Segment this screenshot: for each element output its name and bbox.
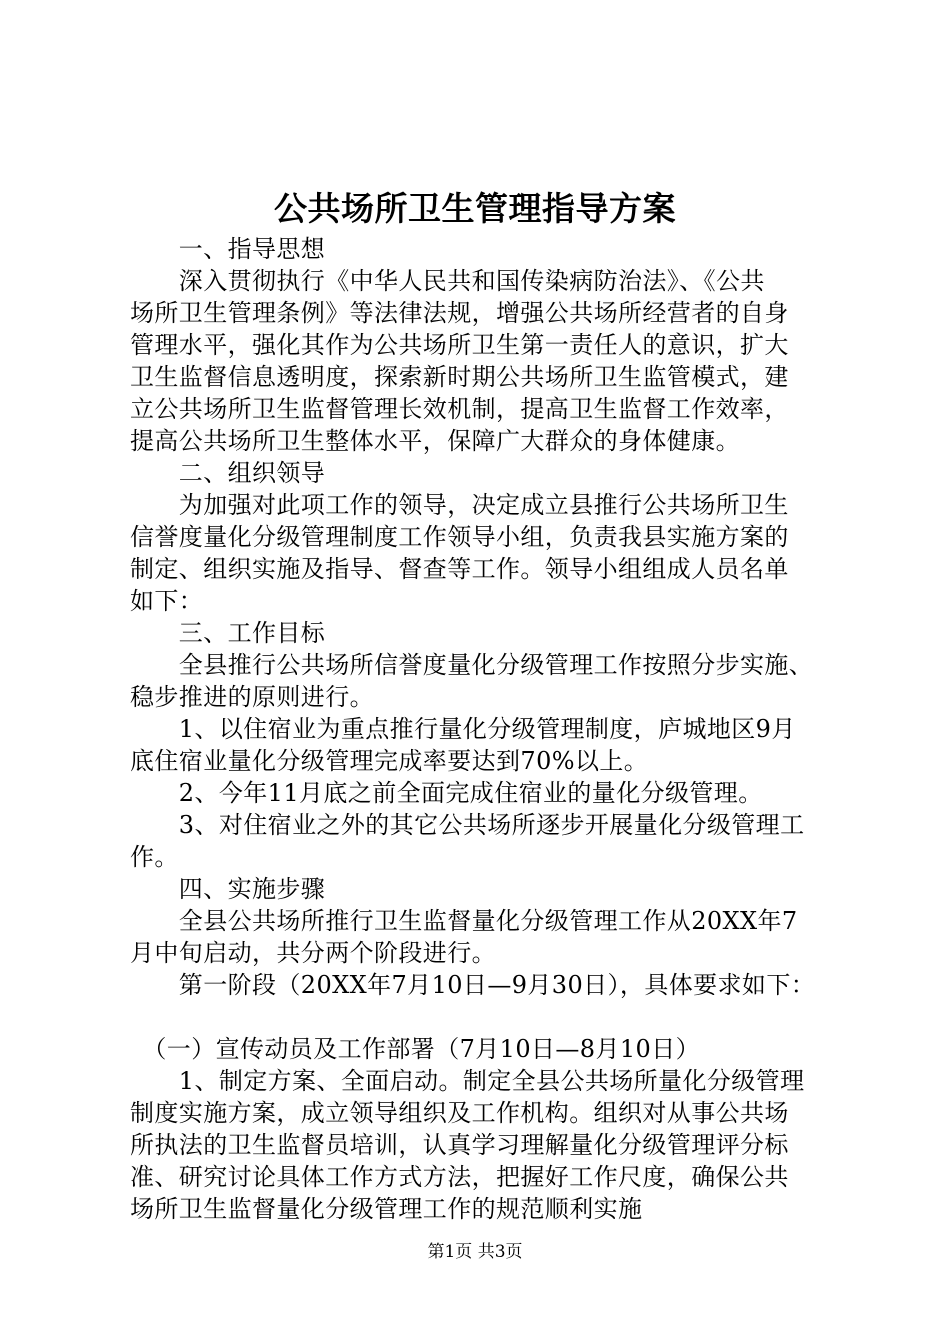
paragraph-line: 全县推行公共场所信誉度量化分级管理工作按照分步实施、 [130, 651, 814, 679]
paragraph-line: 如下： [130, 587, 204, 615]
paragraph-line: 场所卫生管理条例》等法律法规，增强公共场所经营者的自身 [130, 299, 789, 327]
paragraph-line: 第一阶段（20XX年7月10日—9月30日），具体要求如下： [130, 971, 816, 999]
heading-organization-leadership: 二、组织领导 [130, 459, 326, 487]
list-item-line: 作。 [130, 843, 179, 871]
list-item-line: 1、以住宿业为重点推行量化分级管理制度，庐城地区9月 [130, 715, 796, 743]
paragraph-line: 深入贯彻执行《中华人民共和国传染病防治法》、《公共 [130, 267, 765, 295]
heading-guiding-ideology: 一、指导思想 [130, 235, 326, 263]
paragraph-line: 稳步推进的原则进行。 [130, 683, 374, 711]
paragraph-line: 准、研究讨论具体工作方式方法，把握好工作尺度，确保公共 [130, 1163, 789, 1191]
list-item-line: 2、今年11月底之前全面完成住宿业的量化分级管理。 [130, 779, 763, 807]
paragraph-line: 制度实施方案，成立领导组织及工作机构。组织对从事公共场 [130, 1099, 789, 1127]
document-title: 公共场所卫生管理指导方案 [274, 189, 676, 228]
paragraph-line: 全县公共场所推行卫生监督量化分级管理工作从20XX年7 [130, 907, 798, 935]
list-item-line: 底住宿业量化分级管理完成率要达到70%以上。 [130, 747, 649, 775]
paragraph-line: 所执法的卫生监督员培训，认真学习理解量化分级管理评分标 [130, 1131, 789, 1159]
blank-line [130, 1001, 850, 1033]
document-body [130, 233, 850, 1225]
paragraph-line: 月中旬启动，共分两个阶段进行。 [130, 939, 496, 967]
heading-work-goals: 三、工作目标 [130, 619, 326, 647]
paragraph-line: 制定、组织实施及指导、督查等工作。领导小组组成人员名单 [130, 555, 789, 583]
list-item-line: 3、对住宿业之外的其它公共场所逐步开展量化分级管理工 [130, 811, 805, 839]
heading-implementation-steps: 四、实施步骤 [130, 875, 326, 903]
page-number-footer: 第1页 共3页 [427, 1242, 523, 1262]
paragraph-line: 卫生监督信息透明度，探索新时期公共场所卫生监管模式，建 [130, 363, 789, 391]
paragraph-line: 管理水平，强化其作为公共场所卫生第一责任人的意识，扩大 [130, 331, 789, 359]
paragraph-line: 为加强对此项工作的领导，决定成立县推行公共场所卫生 [130, 491, 789, 519]
paragraph-line: 立公共场所卫生监督管理长效机制，提高卫生监督工作效率， [130, 395, 789, 423]
paragraph-line: 信誉度量化分级管理制度工作领导小组，负责我县实施方案的 [130, 523, 789, 551]
paragraph-line: 1、制定方案、全面启动。制定全县公共场所量化分级管理 [130, 1067, 805, 1095]
paragraph-line: 提高公共场所卫生整体水平，保障广大群众的身体健康。 [130, 427, 740, 455]
subheading-publicity: （一）宣传动员及工作部署（7月10日—8月10日） [130, 1035, 701, 1063]
paragraph-line: 场所卫生监督量化分级管理工作的规范顺利实施 [130, 1195, 643, 1223]
